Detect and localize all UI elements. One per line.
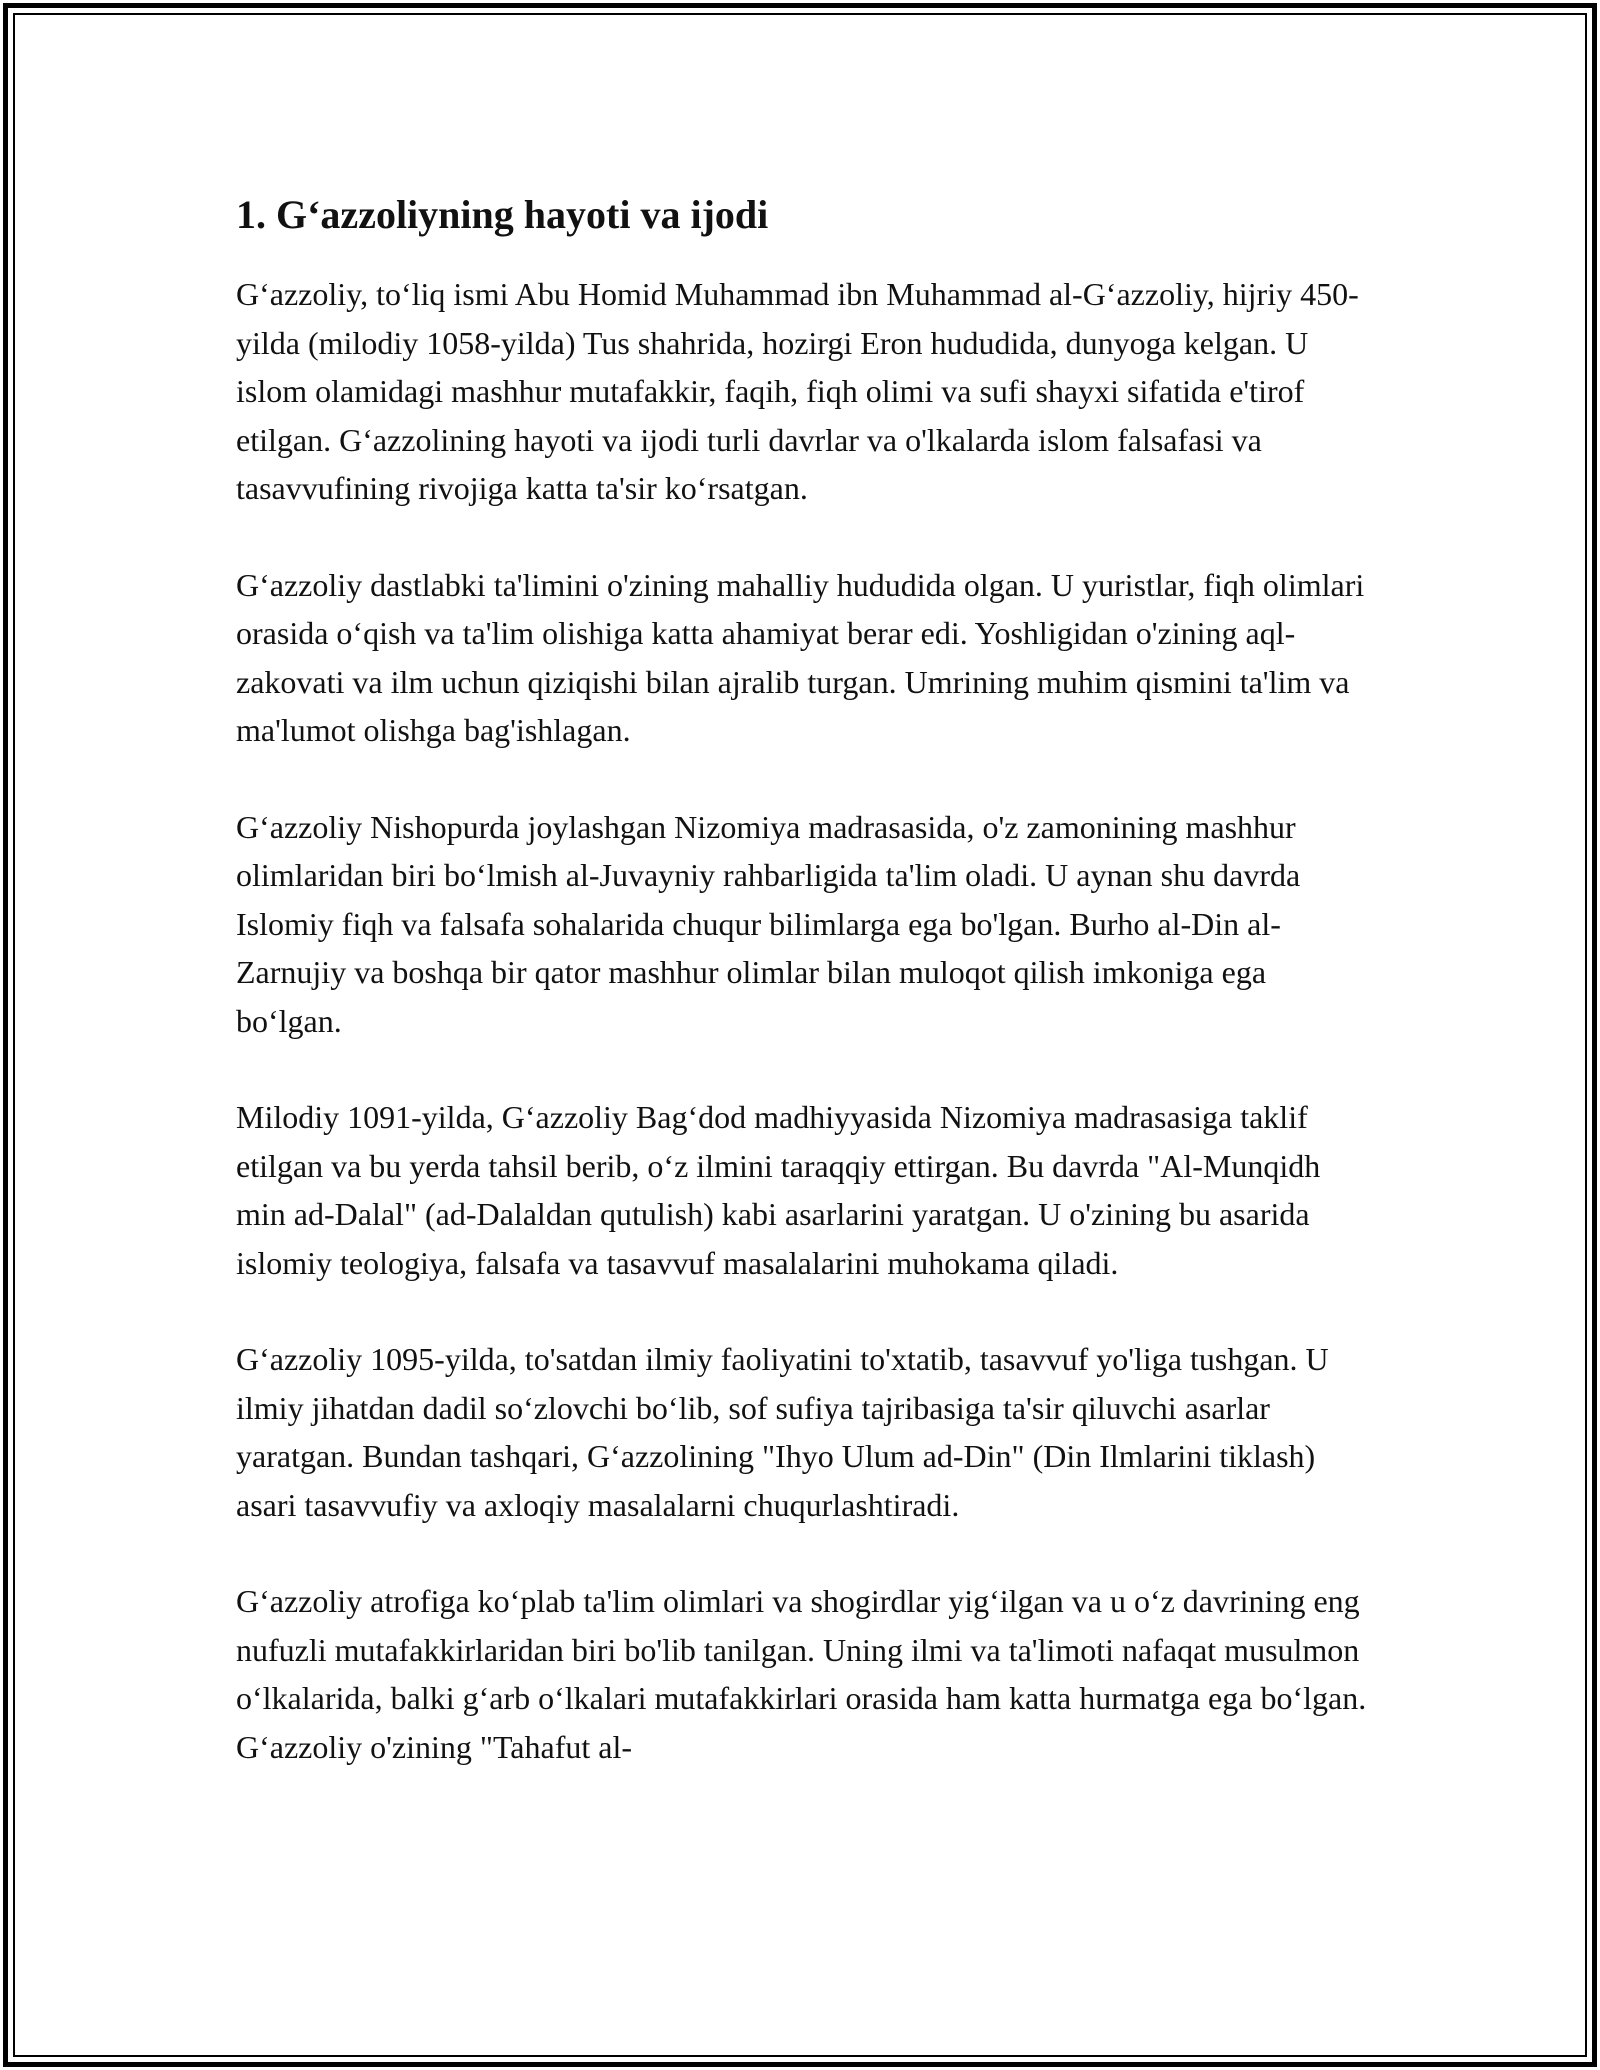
paragraph-2: Gʻazzoliy dastlabki ta'limini o'zining mahalliy hududida olgan. U yuristlar, fiqh olimlari orasida oʻqish va ta'lim olishiga katta ahamiyat berar edi. Yoshligidan o'zining aql-zakovati va ilm uchun qiziqishi bilan ajralib turgan. Umrining muhim qismini ta'lim va ma'lumot olishga bag'ishlagan. <box>236 566 1365 748</box>
paragraph-1: Gʻazzoliy, toʻliq ismi Abu Homid Muhammad ibn Muhammad al-Gʻazzoliy, hijriy 450-yilda (milodiy 1058-yilda) Tus shahrida, hozirgi Eron hududida, dunyoga kelgan. U islom olamidagi mashhur mutafakkir, faqih, fiqh olimi va sufi shayxi sifatida e'tirof etilgan. Gʻazzolining hayoti va ijodi turli davrlar va o'lkalarda islom falsafasi va tasavvufining rivojiga katta ta'sir koʻrsatgan. <box>236 276 1359 506</box>
paragraph-4: Milodiy 1091-yilda, Gʻazzoliy Bagʻdod madhiyyasida Nizomiya madrasasiga taklif etilgan va bu yerda tahsil berib, oʻz ilmini taraqqiy ettirgan. Bu davrda "Al-Munqidh min ad-Dalal" (ad-Dalaldan qutulish) kabi asarlarini yaratgan. U o'zining bu asarida islomiy teologiya, falsafa va tasavvuf masalalarini muhokama qiladi. <box>236 1099 1321 1281</box>
paragraph-6: Gʻazzoliy atrofiga koʻplab ta'lim olimlari va shogirdlar yigʻilgan va u oʻz davrining eng nufuzli mutafakkirlaridan biri bo'lib tanilgan. Uning ilmi va ta'limoti nafaqat musulmon oʻlkalarida, balki gʻarb oʻlkalari mutafakkirlari orasida ham katta hurmatga ega boʻlgan. Gʻazzoliy o'zining "Tahafut al- <box>236 1583 1367 1765</box>
paragraph-3: Gʻazzoliy Nishopurda joylashgan Nizomiya madrasasida, o'z zamonining mashhur olimlaridan biri boʻlmish al-Juvayniy rahbarligida ta'lim oladi. U aynan shu davrda Islomiy fiqh va falsafa sohalarida chuqur bilimlarga ega bo'lgan. Burho al-Din al-Zarnujiy va boshqa bir qator mashhur olimlar bilan muloqot qilish imkoniga ega boʻlgan. <box>236 808 1301 1039</box>
section-heading: 1. Gʻazzoliyning hayoti va ijodi <box>236 192 769 237</box>
document-body <box>236 190 1376 1819</box>
paragraph-5: Gʻazzoliy 1095-yilda, to'satdan ilmiy faoliyatini to'xtatib, tasavvuf yo'liga tushgan. U ilmiy jihatdan dadil soʻzlovchi boʻlib, sof sufiya tajribasiga ta'sir qiluvchi asarlar yaratgan. Bundan tashqari, Gʻazzolining "Ihyo Ulum ad-Din" (Din Ilmlarini tiklash) asari tasavvufiy va axloqiy masalalarni chuqurlashtiradi. <box>236 1341 1329 1523</box>
